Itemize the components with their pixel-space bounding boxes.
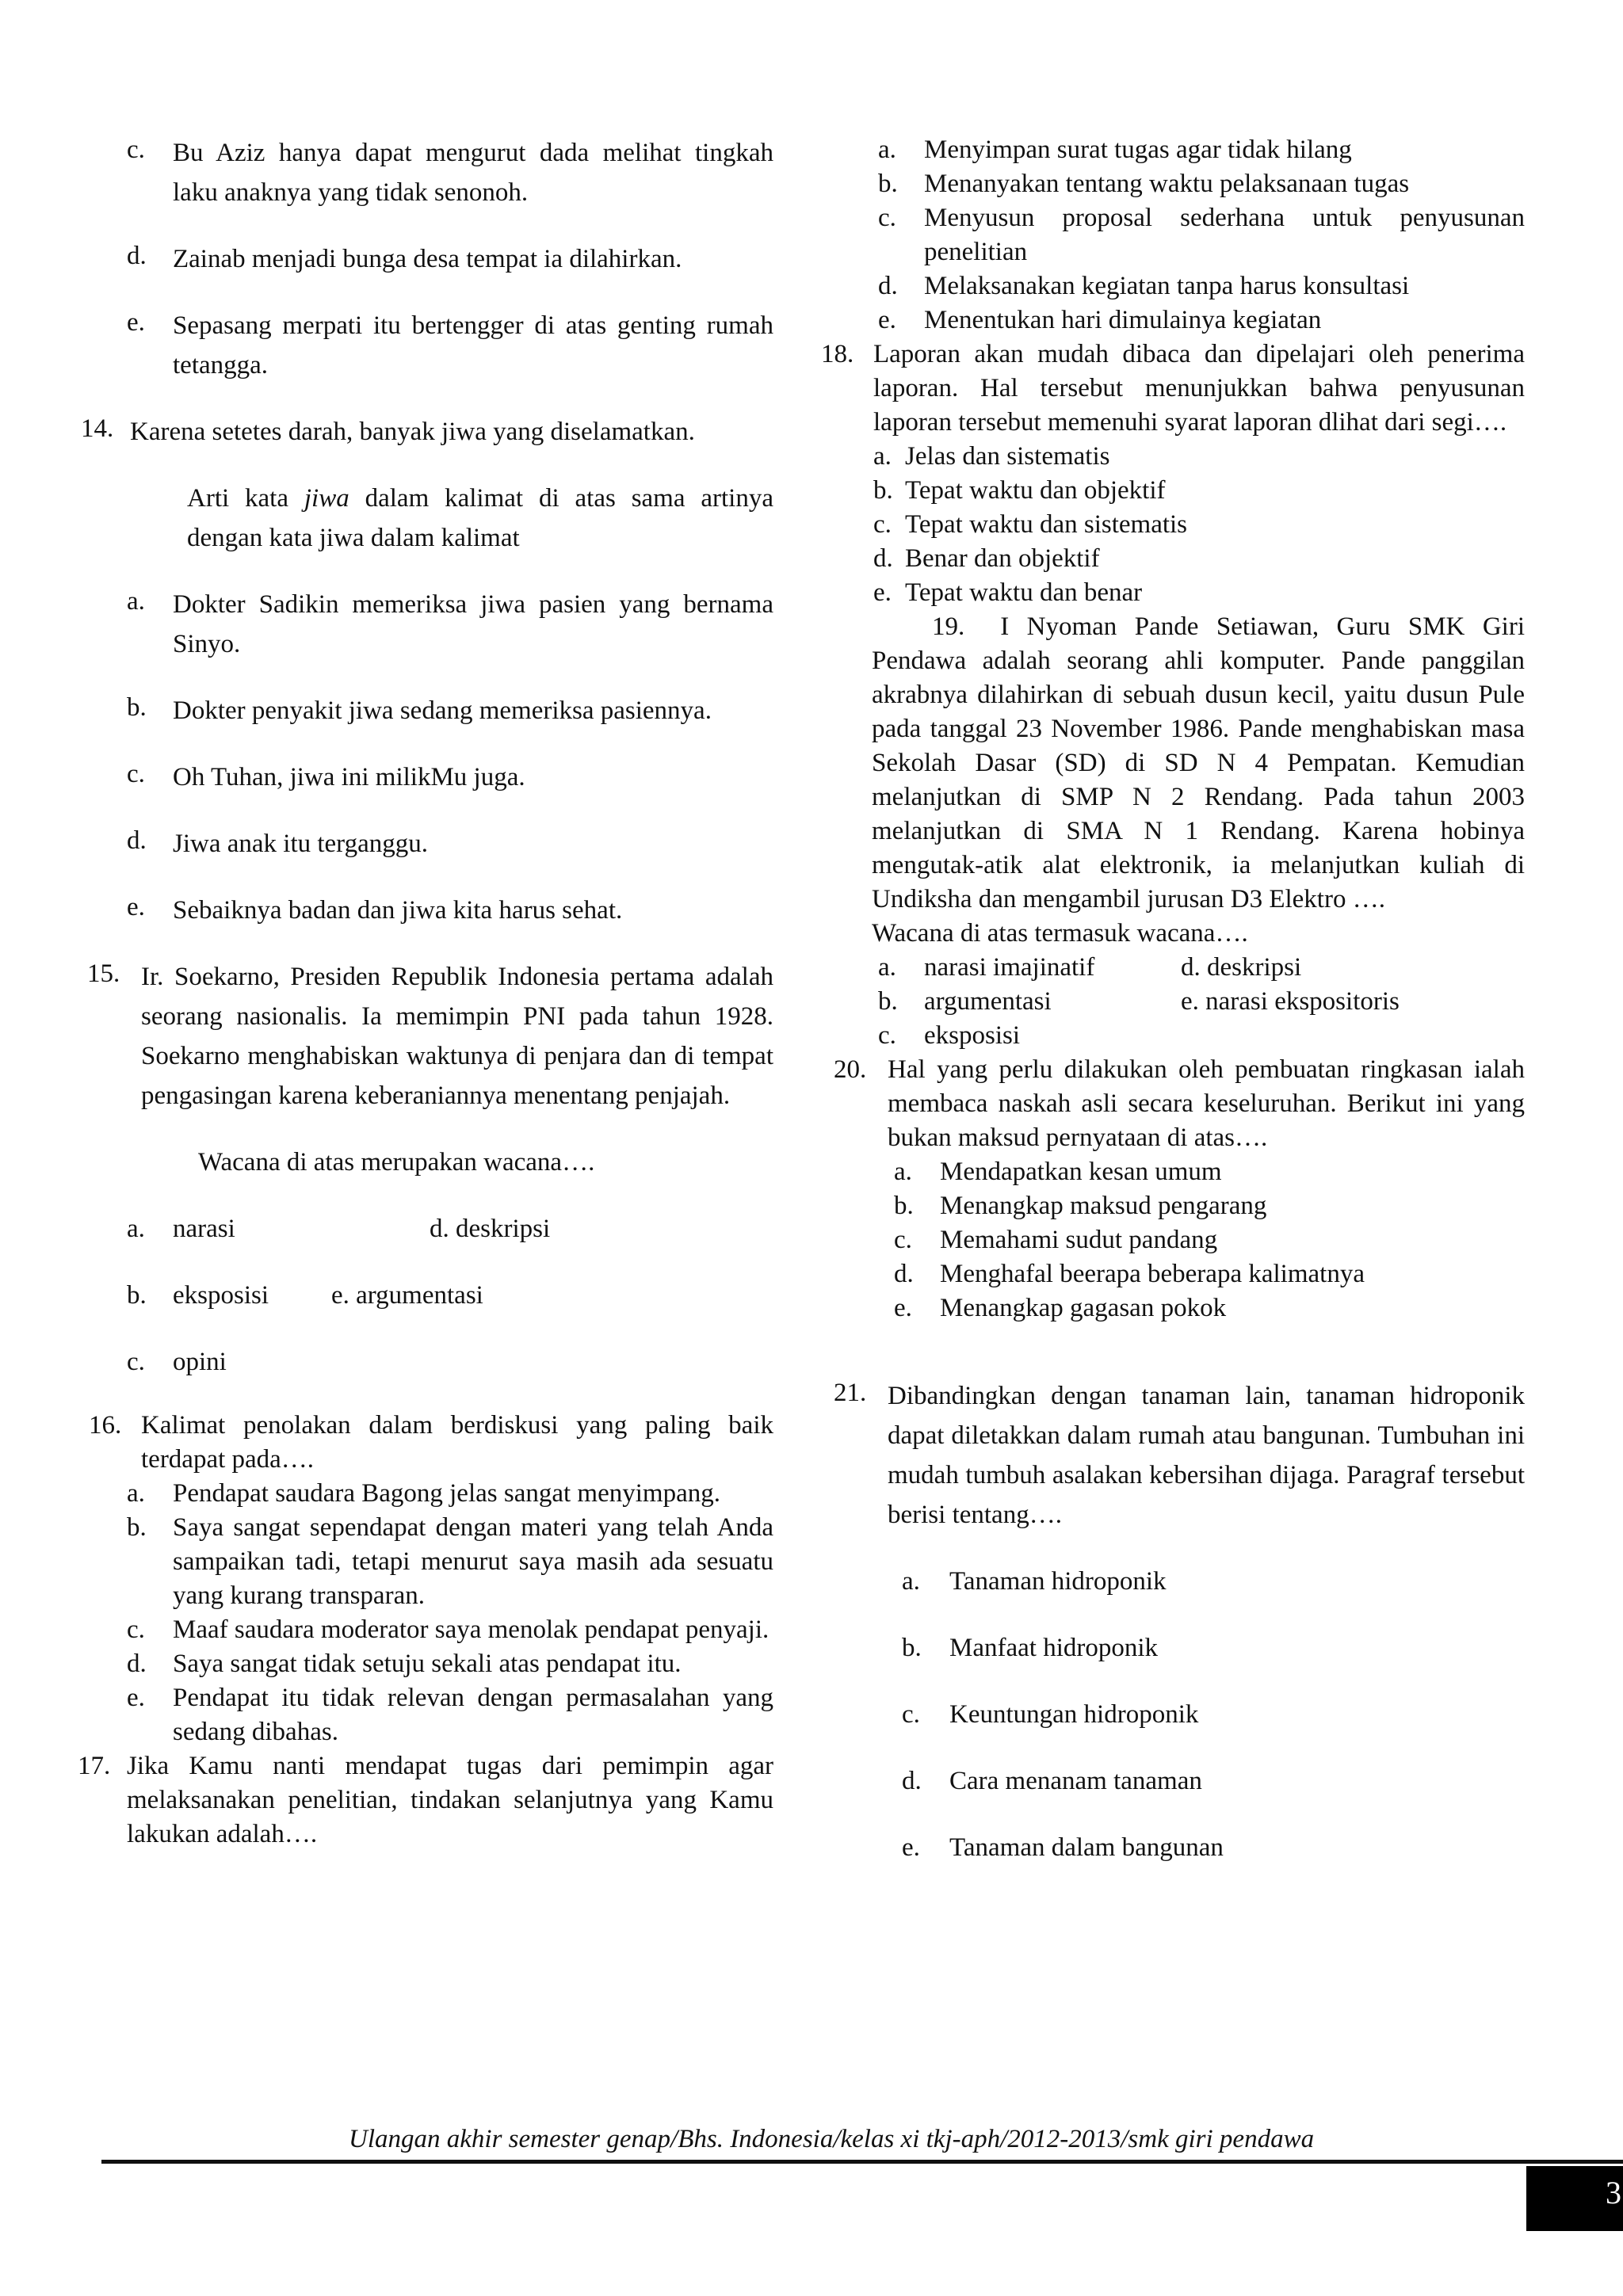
q16-option-a: a. Pendapat saudara Bagong jelas sangat menyimpang.: [127, 1477, 773, 1511]
q17-option-e: e. Menentukan hari dimulainya kegiatan: [878, 303, 1525, 338]
page-number-box: [1526, 2166, 1623, 2231]
q18-option-a: a. Jelas dan sistematis: [873, 440, 1525, 474]
q19-options-row-1: a. narasi imajinatif d. deskripsi: [878, 951, 1525, 985]
q19-options-row-3: c. eksposisi: [878, 1019, 1525, 1053]
question-20: [834, 1053, 1525, 1155]
q21-option-c: c. Keuntungan hidroponik: [902, 1695, 1525, 1734]
q20-option-d: d. Menghafal beerapa beberapa kalimatnya: [894, 1257, 1525, 1291]
option-text: Manfaat hidroponik: [949, 1634, 1159, 1662]
option-text: Tepat waktu dan objektif: [905, 476, 1166, 505]
question-number: 20.: [834, 1055, 867, 1084]
q21-option-b: b. Manfaat hidroponik: [902, 1628, 1525, 1668]
option-text: Bu Aziz hanya dapat mengurut dada melihat tingkah laku anaknya yang tidak senonoh.: [173, 139, 773, 207]
option-text: Mendapatkan kesan umum: [940, 1158, 1222, 1186]
question-number: 21.: [834, 1379, 867, 1407]
option-text: narasi imajinatif: [924, 953, 1095, 982]
q21-option-e: e. Tanaman dalam bangunan: [902, 1828, 1525, 1867]
option-text: Maaf saudara moderator saya menolak pendapat penyaji.: [173, 1615, 769, 1644]
option-text: opini: [173, 1348, 227, 1376]
q19-options-row-2: b. argumentasi e. narasi ekspositoris: [878, 985, 1525, 1019]
q18-option-d: d. Benar dan objektif: [873, 542, 1525, 576]
q16-option-b: b. Saya sangat sependapat dengan materi yang telah Anda sampaikan tadi, tetapi menurut saya masih ada sesuatu yang kurang transparan.: [127, 1511, 773, 1613]
option-text: Sebaiknya badan dan jiwa kita harus sehat.: [173, 896, 623, 925]
option-text: Dokter penyakit jiwa sedang memeriksa pasiennya.: [173, 696, 712, 725]
option-text: Memahami sudut pandang: [940, 1226, 1218, 1254]
q21-option-a: a. Tanaman hidroponik: [902, 1562, 1525, 1601]
option-text: Dokter Sadikin memeriksa jiwa pasien yang bernama Sinyo.: [173, 590, 773, 658]
question-14: [81, 412, 773, 452]
option-text: Jelas dan sistematis: [905, 442, 1110, 471]
option-text: d. deskripsi: [1181, 953, 1302, 982]
option-letter: e.: [127, 308, 145, 337]
q17-option-b: b. Menanyakan tentang waktu pelaksanaan tugas: [878, 167, 1525, 201]
option-text: Zainab menjadi bunga desa tempat ia dilahirkan.: [173, 245, 682, 273]
q13-option-e: [127, 306, 773, 385]
option-text: eksposisi: [924, 1021, 1021, 1050]
question-16: [81, 1409, 773, 1477]
q15-options-row-3: c. opini: [127, 1342, 773, 1382]
option-text: Tanaman dalam bangunan: [949, 1833, 1224, 1862]
q18-option-e: e. Tepat waktu dan benar: [873, 576, 1525, 610]
q20-option-e: e. Menangkap gagasan pokok: [894, 1291, 1525, 1325]
right-column: [821, 133, 1525, 1867]
option-text: e. narasi ekspositoris: [1181, 987, 1400, 1016]
option-text: narasi: [173, 1215, 235, 1243]
question-text: Karena setetes darah, banyak jiwa yang diselamatkan.: [130, 418, 695, 446]
question-17: [78, 1749, 773, 1852]
q17-option-a: a. Menyimpan surat tugas agar tidak hilang: [878, 133, 1525, 167]
question-number: 14.: [81, 414, 114, 443]
option-text: Menanyakan tentang waktu pelaksanaan tugas: [924, 170, 1410, 198]
option-text: Pendapat itu tidak relevan dengan permasalahan yang sedang dibahas.: [173, 1684, 773, 1746]
option-text: Cara menanam tanaman: [949, 1767, 1202, 1795]
question-15-prompt: Wacana di atas merupakan wacana….: [198, 1148, 595, 1177]
q20-option-b: b. Menangkap maksud pengarang: [894, 1189, 1525, 1223]
option-text: Menentukan hari dimulainya kegiatan: [924, 306, 1322, 334]
option-letter: a.: [127, 587, 145, 616]
q14-option-e: [127, 891, 773, 930]
q14-option-c: [127, 757, 773, 797]
q21-option-d: d. Cara menanam tanaman: [902, 1761, 1525, 1801]
left-column: [78, 133, 773, 1852]
question-text: Hal yang perlu dilakukan oleh pembuatan ringkasan ialah membaca naskah asli secara keseluruhan. Berikut ini yang bukan maksud pernyataan di atas….: [888, 1055, 1525, 1152]
option-text: Menyusun proposal sederhana untuk penyusunan penelitian: [924, 204, 1525, 266]
option-letter: c.: [127, 135, 145, 164]
q16-option-c: c. Maaf saudara moderator saya menolak pendapat penyaji.: [127, 1613, 773, 1647]
page-number: 3: [1606, 2175, 1621, 2210]
question-text: Ir. Soekarno, Presiden Republik Indonesia pertama adalah seorang nasionalis. Ia memimpin PNI pada tahun 1928. Soekarno menghabiskan waktunya di penjara dan di tempat pengasingan karena keberaniannya menentang penjajah.: [141, 963, 773, 1110]
q15-options-row-1: a. narasi d. deskripsi: [127, 1209, 773, 1249]
option-letter: e.: [127, 893, 145, 921]
question-text: Laporan akan mudah dibaca dan dipelajari oleh penerima laporan. Hal tersebut menunjukkan bahwa penyusunan laporan tersebut memenuhi syarat laporan dlihat dari segi….: [873, 340, 1525, 437]
q18-option-c: c. Tepat waktu dan sistematis: [873, 508, 1525, 542]
question-number: 17.: [78, 1752, 111, 1780]
option-text: Melaksanakan kegiatan tanpa harus konsultasi: [924, 272, 1410, 300]
option-text: Menangkap gagasan pokok: [940, 1294, 1227, 1322]
question-19-prompt: Wacana di atas termasuk wacana….: [872, 919, 1248, 948]
option-text: Pendapat saudara Bagong jelas sangat menyimpang.: [173, 1479, 720, 1508]
q20-option-c: c. Memahami sudut pandang: [894, 1223, 1525, 1257]
option-text: Benar dan objektif: [905, 544, 1100, 573]
option-letter: d.: [127, 826, 147, 855]
footer-rule: [101, 2160, 1623, 2164]
question-19: [872, 610, 1525, 917]
question-14-instruction: Arti kata jiwa dalam kalimat di atas sama artinya dengan kata jiwa dalam kalimat: [187, 484, 773, 552]
option-text: Jiwa anak itu terganggu.: [173, 830, 428, 858]
q17-option-d: d. Melaksanakan kegiatan tanpa harus konsultasi: [878, 269, 1525, 303]
question-text: Jika Kamu nanti mendapat tugas dari pemimpin agar melaksanakan penelitian, tindakan selanjutnya yang Kamu lakukan adalah….: [127, 1752, 773, 1848]
option-text: Tepat waktu dan sistematis: [905, 510, 1188, 539]
question-text: Kalimat penolakan dalam berdiskusi yang paling baik terdapat pada….: [141, 1411, 773, 1474]
q16-option-e: e. Pendapat itu tidak relevan dengan permasalahan yang sedang dibahas.: [127, 1681, 773, 1749]
option-text: Sepasang merpati itu bertengger di atas genting rumah tetangga.: [173, 311, 773, 379]
option-text: Saya sangat sependapat dengan materi yang telah Anda sampaikan tadi, tetapi menurut saya masih ada sesuatu yang kurang transparan.: [173, 1513, 773, 1610]
option-letter: c.: [127, 760, 145, 788]
footer-text: Ulangan akhir semester genap/Bhs. Indonesia/kelas xi tkj-aph/2012-2013/smk giri pendawa: [349, 2125, 1315, 2153]
option-text: e. argumentasi: [331, 1281, 483, 1310]
option-text: Menyimpan surat tugas agar tidak hilang: [924, 135, 1352, 164]
question-text: I Nyoman Pande Setiawan, Guru SMK Giri Pendawa adalah seorang ahli komputer. Pande panggilan akrabnya dilahirkan di sebuah dusun kecil, yaitu dusun Pule pada tanggal 23 November 1986. Pande menghabiskan masa Sekolah Dasar (SD) di SD N 4 Pempatan. Kemudian melanjutkan di SMP N 2 Rendang. Pada tahun 2003 melanjutkan di SMA N 1 Rendang. Karena hobinya mengutak-atik alat elektronik, ia melanjutkan kuliah di Undiksha dan mengambil jurusan D3 Elektro ….: [872, 612, 1525, 913]
question-number: 18.: [821, 340, 854, 368]
q18-option-b: b. Tepat waktu dan objektif: [873, 474, 1525, 508]
q17-option-c: c. Menyusun proposal sederhana untuk penyusunan penelitian: [878, 201, 1525, 269]
q20-option-a: a. Mendapatkan kesan umum: [894, 1155, 1525, 1189]
question-number: 16.: [89, 1411, 122, 1440]
option-text: argumentasi: [924, 987, 1052, 1016]
option-text: Menangkap maksud pengarang: [940, 1192, 1267, 1220]
question-18: [821, 338, 1525, 440]
q13-option-c: [127, 133, 773, 212]
q14-option-d: [127, 824, 773, 864]
option-text: d. deskripsi: [430, 1215, 551, 1243]
q15-options-row-2: b. eksposisi e. argumentasi: [127, 1276, 773, 1315]
option-text: Keuntungan hidroponik: [949, 1700, 1199, 1729]
q14-option-b: [127, 691, 773, 730]
option-text: Menghafal beerapa beberapa kalimatnya: [940, 1260, 1365, 1288]
q14-option-a: [127, 585, 773, 664]
option-text: Oh Tuhan, jiwa ini milikMu juga.: [173, 763, 525, 791]
q16-option-d: d. Saya sangat tidak setuju sekali atas pendapat itu.: [127, 1647, 773, 1681]
option-text: eksposisi: [173, 1281, 269, 1310]
option-text: Saya sangat tidak setuju sekali atas pendapat itu.: [173, 1650, 682, 1678]
question-21: [834, 1376, 1525, 1535]
option-letter: b.: [127, 693, 147, 722]
emphasis-word: jiwa: [304, 484, 349, 513]
question-text: Dibandingkan dengan tanaman lain, tanaman hidroponik dapat diletakkan dalam rumah atau bangunan. Tumbuhan ini mudah tumbuh asalakan kebersihan dijaga. Paragraf tersebut berisi tentang….: [888, 1382, 1525, 1529]
option-letter: d.: [127, 242, 147, 270]
option-text: Tepat waktu dan benar: [905, 578, 1143, 607]
question-number: 15.: [87, 959, 120, 988]
question-number: 19.: [932, 612, 965, 641]
question-15: [81, 957, 773, 1116]
option-text: Tanaman hidroponik: [949, 1567, 1167, 1596]
q13-option-d: [127, 239, 773, 279]
